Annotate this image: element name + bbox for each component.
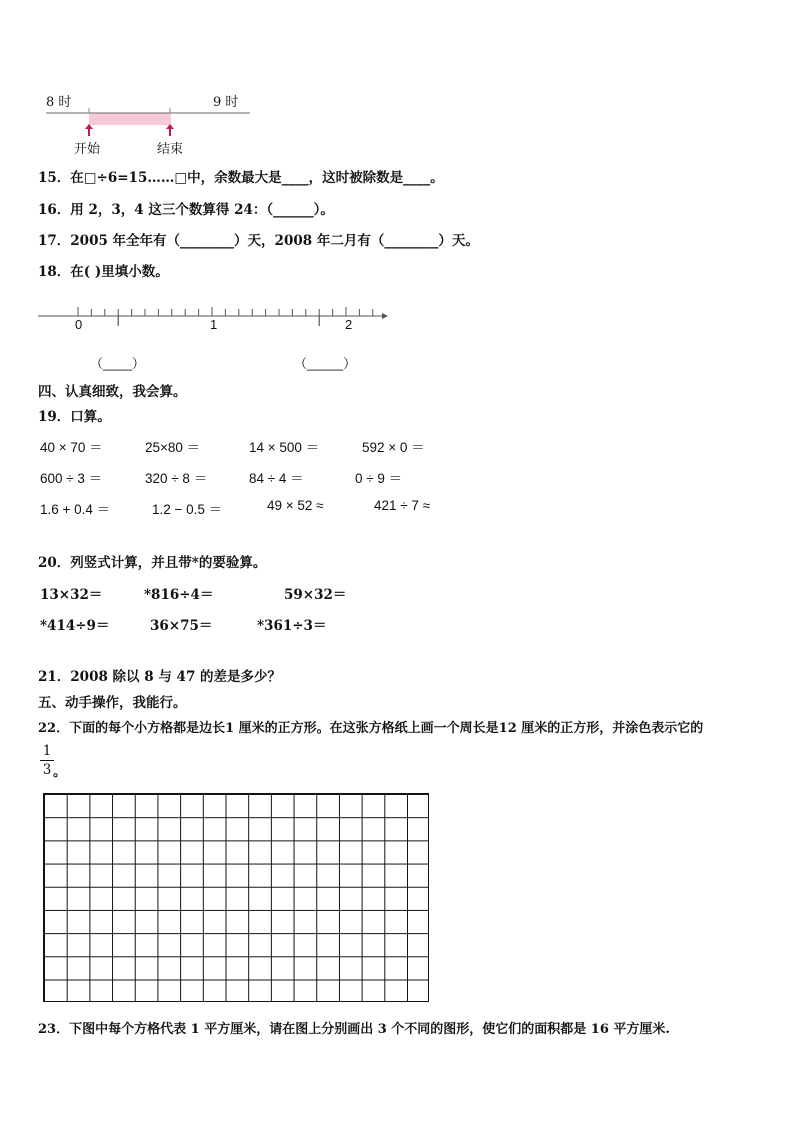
- question-19: 19．口算。: [38, 409, 111, 425]
- question-16: 16．用 2，3，4 这三个数算得 24：（______）。: [38, 202, 334, 218]
- question-17: 17．2005 年全年有（________）天，2008 年二月有（________）天。: [38, 233, 479, 249]
- oral-item: 14 × 500 ＝: [249, 440, 320, 455]
- number-line-label-2: 2: [345, 317, 353, 332]
- oral-item: 84 ÷ 4 ＝: [249, 471, 304, 486]
- question-18: 18．在( )里填小数。: [38, 264, 169, 280]
- vertical-item: *361÷3＝: [257, 618, 327, 634]
- answer-blank-right[interactable]: （_____）: [294, 356, 357, 371]
- section-4-heading: 四、认真细致，我会算。: [38, 384, 187, 400]
- fraction-one-third: [40, 743, 54, 778]
- question-22: 22．下面的每个小方格都是边长1 厘米的正方形。在这张方格纸上画一个周长是12 厘米的正方形，并涂色表示它的: [38, 721, 704, 736]
- question-21: 21．2008 除以 8 与 47 的差是多少？: [38, 669, 282, 685]
- timeline-left-time: 8 时: [46, 95, 72, 110]
- timeline-band: [89, 113, 171, 125]
- oral-item: 40 × 70 ＝: [40, 440, 103, 455]
- fraction-tail: 。: [53, 764, 67, 780]
- fraction-denominator: 3: [42, 762, 52, 778]
- oral-item: 25×80 ＝: [145, 440, 201, 455]
- timeline-start-label: 开始: [74, 142, 101, 157]
- oral-item: 600 ÷ 3 ＝: [40, 471, 103, 486]
- oral-item: 49 × 52 ≈: [267, 498, 324, 513]
- section-5-heading: 五、动手操作，我能行。: [38, 695, 187, 711]
- question-20: 20．列竖式计算，并且带*的要验算。: [38, 555, 267, 571]
- square-grid-paper[interactable]: [43, 793, 429, 1002]
- vertical-item: 13×32＝: [40, 587, 103, 603]
- oral-item: 320 ÷ 8 ＝: [145, 471, 208, 486]
- vertical-item: 59×32＝: [284, 587, 347, 603]
- vertical-item: *816÷4＝: [144, 587, 214, 603]
- timeline-svg: [40, 100, 260, 140]
- question-15: 15．在□÷6=15……□中，余数最大是____，这时被除数是____。: [38, 170, 444, 186]
- oral-item: 421 ÷ 7 ≈: [374, 498, 431, 513]
- answer-blank-left[interactable]: （____）: [90, 356, 145, 371]
- oral-item: 1.6 + 0.4 ＝: [40, 502, 111, 517]
- fraction-numerator: 1: [42, 743, 52, 759]
- fraction-bar: [40, 760, 54, 761]
- oral-item: 1.2 − 0.5 ＝: [152, 502, 223, 517]
- question-23: 23．下图中每个方格代表 1 平方厘米，请在图上分别画出 3 个不同的图形，使它们的面积都是 16 平方厘米.: [38, 1022, 670, 1037]
- oral-item: 592 × 0 ＝: [362, 440, 425, 455]
- number-line-label-0: 0: [75, 317, 83, 332]
- oral-item: 0 ÷ 9 ＝: [355, 471, 403, 486]
- vertical-item: *414÷9＝: [40, 618, 110, 634]
- timeline-right-time: 9 时: [213, 95, 239, 110]
- timeline-end-label: 结束: [157, 142, 184, 157]
- vertical-item: 36×75＝: [150, 618, 213, 634]
- number-line-label-1: 1: [210, 317, 218, 332]
